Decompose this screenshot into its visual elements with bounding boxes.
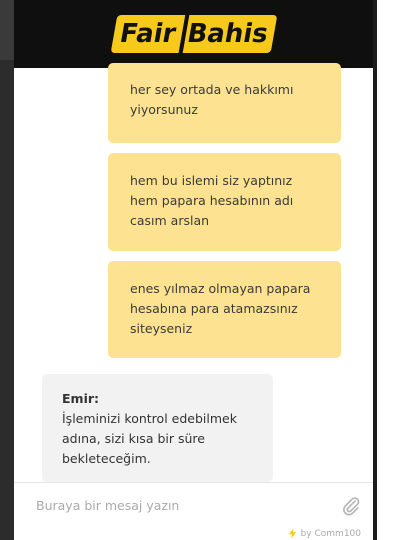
logo-part-bahis: Bahis [182,15,277,53]
brand-logo [110,13,277,55]
chat-footer [14,526,373,540]
background-right [373,0,401,540]
message-incoming [42,374,273,482]
message-list[interactable] [14,68,373,482]
paperclip-icon[interactable] [340,495,362,517]
message-sender: Emir: [62,391,100,406]
powered-by[interactable] [288,528,361,539]
message-text: enes yılmaz olmayan papara hesabına para atamazsınız siteyseniz [130,281,311,336]
message-outgoing [108,153,341,251]
message-text: her sey ortada ve hakkımı yiyorsunuz [130,82,294,117]
message-text: İşleminizi kontrol edebilmek adına, sizi kısa bir süre bekleteceğim. [62,411,237,466]
message-text: hem bu islemi siz yaptınız hem papara hesabının adı casım arslan [130,173,294,228]
message-input[interactable] [36,494,326,516]
background-right-stripe [373,0,377,540]
powered-by-text: by Comm100 [300,528,361,539]
message-outgoing [108,63,341,143]
message-composer [14,482,373,527]
logo-part-fair: Fair [110,15,184,53]
chat-widget [14,0,373,540]
background-left [0,0,14,540]
chat-header [14,0,373,68]
message-outgoing [108,261,341,358]
background-left-top [0,0,14,60]
bolt-icon [288,528,297,539]
